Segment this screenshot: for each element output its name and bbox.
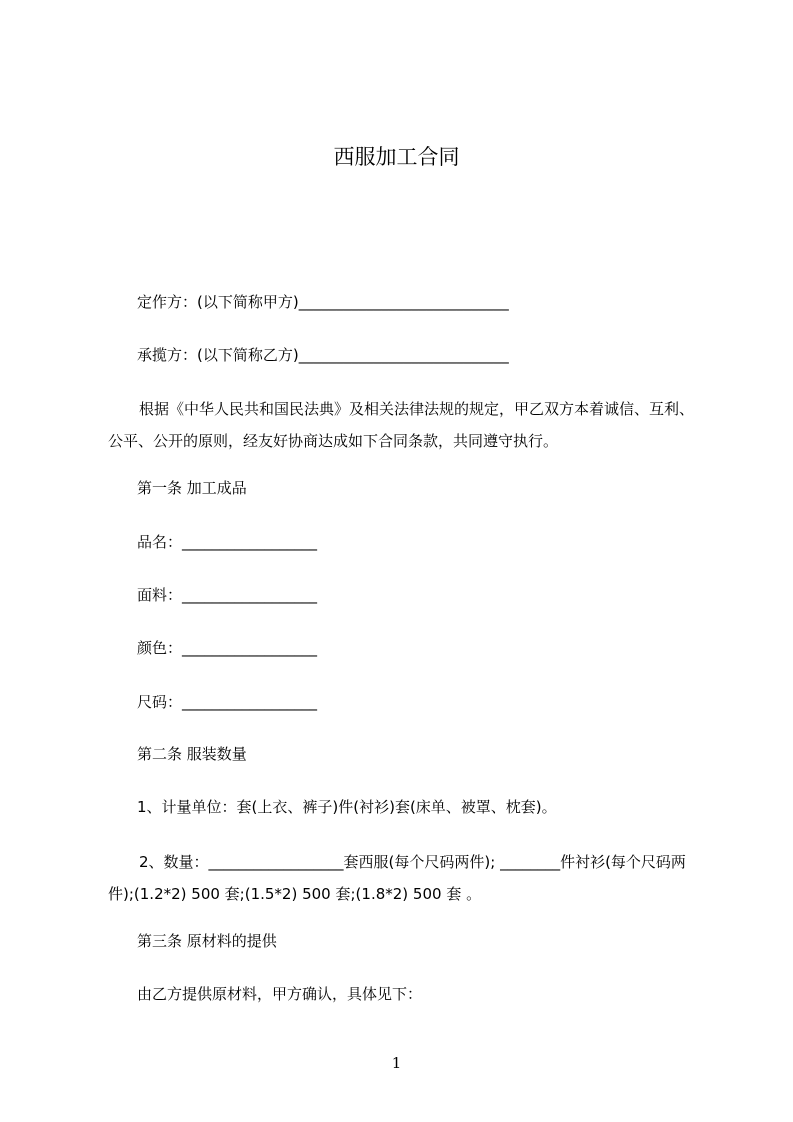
preamble-paragraph: 根据《中华人民共和国民法典》及相关法律法规的规定，甲乙双方本着诚信、互利、公平、公开的原则，经友好协商达成如下合同条款，共同遵守执行。 bbox=[108, 400, 695, 450]
page-number: 1 bbox=[391, 1054, 402, 1072]
party-a-line: 定作方：(以下简称甲方)____________________________ bbox=[137, 293, 509, 311]
quantity-clause: 2、数量：__________________套西服(每个尺码两件); ________件衬衫(每个尺码两件);(1.2*2) 500 套;(1.5*2) 500 套;(1.8*2) 500 套 。 bbox=[108, 853, 686, 903]
product-name-field: 品名：__________________ bbox=[137, 533, 318, 551]
article1-heading: 第一条 加工成品 bbox=[137, 479, 247, 497]
material-clause: 由乙方提供原材料，甲方确认，具体见下： bbox=[137, 985, 423, 1003]
unit-clause: 1、计量单位：套(上衣、裤子)件(衬衫)套(床单、被罩、枕套)。 bbox=[137, 798, 557, 816]
fabric-field: 面料：__________________ bbox=[137, 586, 318, 604]
size-field: 尺码：__________________ bbox=[137, 693, 318, 711]
color-field: 颜色：__________________ bbox=[137, 639, 318, 657]
article3-heading: 第三条 原材料的提供 bbox=[137, 932, 277, 950]
article2-heading: 第二条 服装数量 bbox=[137, 745, 247, 763]
document-title: 西服加工合同 bbox=[333, 145, 460, 169]
party-b-line: 承揽方：(以下简称乙方)____________________________ bbox=[137, 346, 509, 364]
